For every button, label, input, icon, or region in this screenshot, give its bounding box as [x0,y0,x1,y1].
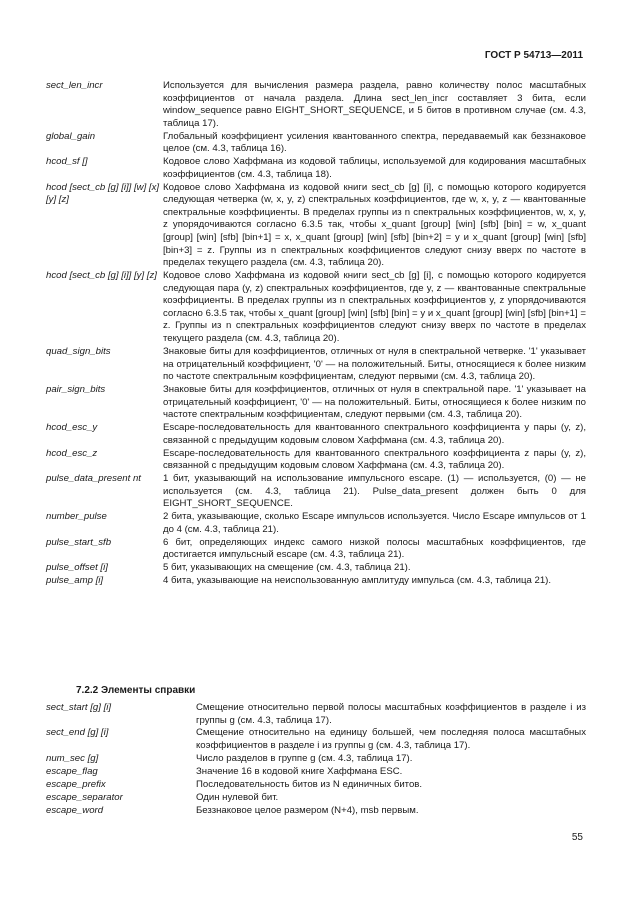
definition-row [46,805,586,818]
definition-row [46,779,586,792]
definition-description: Последовательность битов из N единичных битов. [196,778,423,790]
definition-row [46,792,586,805]
page-number: 55 [571,832,583,843]
definition-row [46,448,586,473]
definition-row [46,766,586,779]
definition-description: 2 бита, указывающие, сколько Escape импульсов используется. Число Escape импульсов от 1 до 4 (см. 4.3, таблица 21). [163,511,586,535]
definition-term: quad_sign_bits [46,345,111,357]
definition-row [46,702,586,727]
definition-row [46,473,586,511]
definition-row [46,537,586,562]
definition-row [46,270,586,346]
definition-description: 6 бит, определяющих индекс самого низкой полосы масштабных коэффициентов, где достигается импульсный escape (см. 4.3, таблица 21). [163,536,586,561]
section-title: 7.2.2 Элементы справки [76,685,196,696]
definition-description: Один нулевой бит. [196,791,279,803]
definition-description: Кодовое слово Хаффмана из кодовой таблицы, используемой для кодирования масштабных коэффициентов (см. 4.3, таблица 18). [163,156,586,180]
definition-term: escape_word [46,804,104,816]
definition-description: Escape-последовательность для квантованного спектрального коэффициента y пары (y, z), связанной с предыдущим кодовым словом Хаффмана (см. 4.3, таблица 20). [163,422,586,446]
definition-description: Смещение относительно первой полосы масштабных коэффициентов в разделе i из группы g (см. 4.3, таблица 17). [196,702,586,726]
definition-term: pulse_data_present nt [46,473,141,485]
definition-description: Кодовое слово Хаффмана из кодовой книги sect_cb [g] [i], с помощью которого кодируется следующая пара (y, z) спектральных коэффициентов, где y, z — квантованные спектральные коэффициенты. В пределах группы из n спектральных коэффициентов y, z упорядочиваются согласно 6.3.5 так, чтобы x_quant [group] [win] [sfb] [bin] = y и x_quant [group] [win] [sfb] [bin+1] = z. Группы из n спектральных коэффициентов следуют снизу вверх по частоте в пределах текущего раздела (см. 4.3, таблица 20). [163,270,586,345]
definition-row [46,562,586,575]
definition-term: number_pulse [46,511,107,523]
definition-row [46,156,586,181]
definition-term: hcod [sect_cb [g] [i]] [w] [x] [y] [z] [46,181,160,206]
definition-row [46,346,586,384]
definition-description: Знаковые биты для коэффициентов, отличных от нуля в спектральной четверке. '1' указывает на отрицательный коэффициент, '0' — на положительный. Биты, относящиеся к более низким по частоте спектральным коэффициентам, следуют первыми (см. 4.3, таблица 20). [163,345,586,383]
definition-term: sect_end [g] [i] [46,727,109,739]
definition-description: Escape-последовательность для квантованного спектрального коэффициента z пары (y, z), связанной с предыдущим кодовым словом Хаффмана (см. 4.3, таблица 20). [163,447,586,472]
definition-description: Значение 16 в кодовой книге Хаффмана ESC. [196,765,403,777]
definitions-list [46,80,586,588]
definition-description: 1 бит, указывающий на использование импульсного escape. (1) — используется, (0) — не используется (см. 4.3, таблица 21). Pulse_data_present должен быть 0 для EIGHT_SHORT_SEQUENCE. [163,473,586,510]
definition-term: escape_separator [46,791,123,803]
document-id: ГОСТ Р 54713—2011 [484,50,583,61]
definition-row [46,575,586,588]
definition-description: 4 бита, указывающие на неиспользованную амплитуду импульса (см. 4.3, таблица 21). [163,575,552,587]
definition-row [46,131,586,156]
definition-description: Число разделов в группе g (см. 4.3, таблица 17). [196,752,413,764]
definition-description: Кодовое слово Хаффмана из кодовой книги sect_cb [g] [i], с помощью которого кодируется следующая четверка (w, x, y, z) спектральных коэффициентов, где w, x, y, z — квантованные спектральные коэффициенты. В пределах группы из n спектральных коэффициентов, w, x, y, z упорядочиваются согласно 6.3.5 так, чтобы x_quant [group] [win] [sfb] [bin] = w, x_quant [group] [win] [sfb] [bin+1] = x, x_quant [group] [win] [sfb] [bin+2] = y и x_quant [group] [win] [sfb] [bin+3] = z. Группы из n спектральных коэффициентов следуют снизу вверх по частоте в пределах текущего раздела (см. 4.3, таблица 20). [163,181,586,269]
definition-term: global_gain [46,130,96,142]
definition-term: hcod_esc_y [46,422,98,434]
definition-description: 5 бит, указывающих на смещение (см. 4.3, таблица 21). [163,562,411,574]
definition-term: sect_start [g] [i] [46,702,112,713]
definition-term: hcod [sect_cb [g] [i]] [y] [z] [46,270,157,282]
definition-row [46,384,586,422]
definition-term: pair_sign_bits [46,384,106,396]
definition-term: escape_flag [46,765,98,777]
definition-row [46,753,586,766]
definition-description: Смещение относительно на единицу большей, чем последняя полоса масштабных коэффициентов в разделе i из группы g (см. 4.3, таблица 17). [196,727,586,752]
definition-row [46,727,586,752]
definition-term: pulse_start_sfb [46,536,112,548]
definition-description: Глобальный коэффициент усиления квантованного спектра, передаваемый как беззнаковое целое (см. 4.3, таблица 16). [163,130,586,155]
definition-row [46,182,586,270]
definition-term: hcod_esc_z [46,447,98,459]
definition-term: sect_len_incr [46,80,103,91]
definition-row [46,422,586,447]
definition-term: num_sec [g] [46,752,99,764]
definition-term: pulse_amp [i] [46,575,104,587]
definition-row [46,80,586,130]
definition-description: Используется для вычисления размера раздела, равно количеству полос масштабных коэффициентов от начала раздела. Длина sect_len_incr составляет 3 бита, если window_sequence равно EIGHT_SHORT_SEQUENCE, и 5 битов в противном случае (см. 4.3, таблица 17). [163,80,586,129]
help-definitions-list [46,702,586,817]
definition-row [46,511,586,536]
definition-term: pulse_offset [i] [46,562,108,574]
definition-term: hcod_sf [] [46,156,88,168]
definition-description: Беззнаковое целое размером (N+4), msb первым. [196,804,419,816]
definition-term: escape_prefix [46,778,106,790]
definition-description: Знаковые биты для коэффициентов, отличных от нуля в спектральной паре. '1' указывает на отрицательный коэффициент, '0' — на положительный. Биты, относящиеся к более низким по частоте спектральным коэффициентам, следуют первыми (см. 4.3, таблица 20). [163,384,586,421]
